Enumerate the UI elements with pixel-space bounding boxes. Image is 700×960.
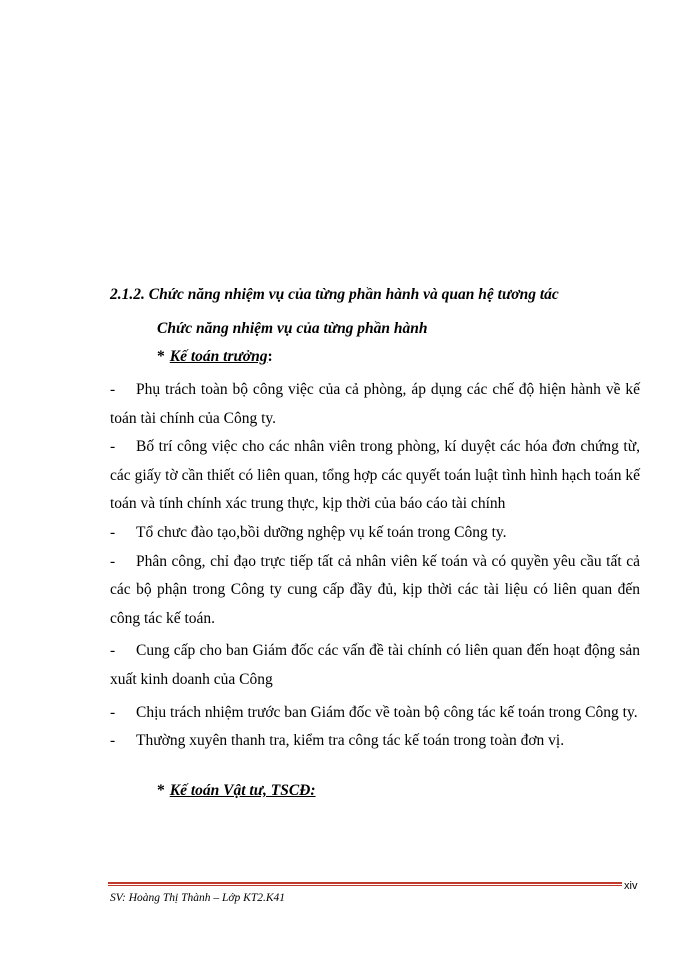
list-dash: - xyxy=(110,552,116,570)
duty-list xyxy=(110,376,640,756)
bullet-star: * xyxy=(157,348,165,365)
list-item-text: Thường xuyên thanh tra, kiểm tra công tác kế toán trong toàn đơn vị. xyxy=(136,732,565,750)
list-item-text: Chịu trách nhiệm trước ban Giám đốc về toàn bộ công tác kế toán trong Công ty. xyxy=(136,703,638,721)
list-item-text: Cung cấp cho ban Giám đốc các vấn đề tài chính có liên quan đến hoạt động sản xuất kinh doanh của Công xyxy=(110,642,640,688)
list-dash: - xyxy=(110,438,116,456)
role-heading-chief-accountant xyxy=(157,348,273,366)
role-colon: : xyxy=(267,348,273,365)
bullet-star: * xyxy=(157,782,165,799)
list-item-text: Phân công, chỉ đạo trực tiếp tất cả nhân viên kế toán và có quyền yêu cầu tất cả các bộ phận trong Công ty cung cấp đầy đủ, kịp thời các tài liệu có liên quan đến công tác kế toán. xyxy=(110,552,640,627)
list-item-text: Tổ chưc đào tạo,bồi dưỡng nghệp vụ kế toán trong Công ty. xyxy=(136,523,507,541)
role-title: Kế toán Vật tư, TSCĐ: xyxy=(169,782,316,799)
list-dash: - xyxy=(110,703,116,721)
list-dash: - xyxy=(110,381,116,398)
list-item xyxy=(110,548,640,634)
list-item-text: Bố trí công việc cho các nhân viên trong phòng, kí duyệt các hóa đơn chứng từ, các giấy tờ cần thiết có liên quan, tổng hợp các quyết toán luật tình hình hạch toán kế toán và tính chính xác trung thực, kịp thời của báo cáo tài chính xyxy=(110,438,640,513)
list-item-text: Phụ trách toàn bộ công việc của cả phòng, áp dụng các chế độ hiện hành về kế toán tài chính của Công ty. xyxy=(110,381,640,427)
list-item xyxy=(110,637,640,694)
page-number: xiv xyxy=(624,880,638,892)
list-item xyxy=(110,699,640,728)
list-item xyxy=(110,433,640,519)
list-dash: - xyxy=(110,732,116,750)
role-title: Kế toán trưởng xyxy=(169,348,268,365)
footer-rule xyxy=(108,882,622,886)
list-dash: - xyxy=(110,523,116,541)
footer-author: SV: Hoàng Thị Thành – Lớp KT2.K41 xyxy=(110,892,286,904)
list-item xyxy=(110,727,640,756)
sub-heading: Chức năng nhiệm vụ của từng phần hành xyxy=(157,320,428,337)
role-heading-materials-accountant xyxy=(157,782,316,800)
list-item xyxy=(110,376,640,433)
section-heading: 2.1.2. Chức năng nhiệm vụ của từng phần hành và quan hệ tương tác xyxy=(110,286,559,303)
list-dash: - xyxy=(110,642,116,660)
list-item xyxy=(110,519,640,548)
